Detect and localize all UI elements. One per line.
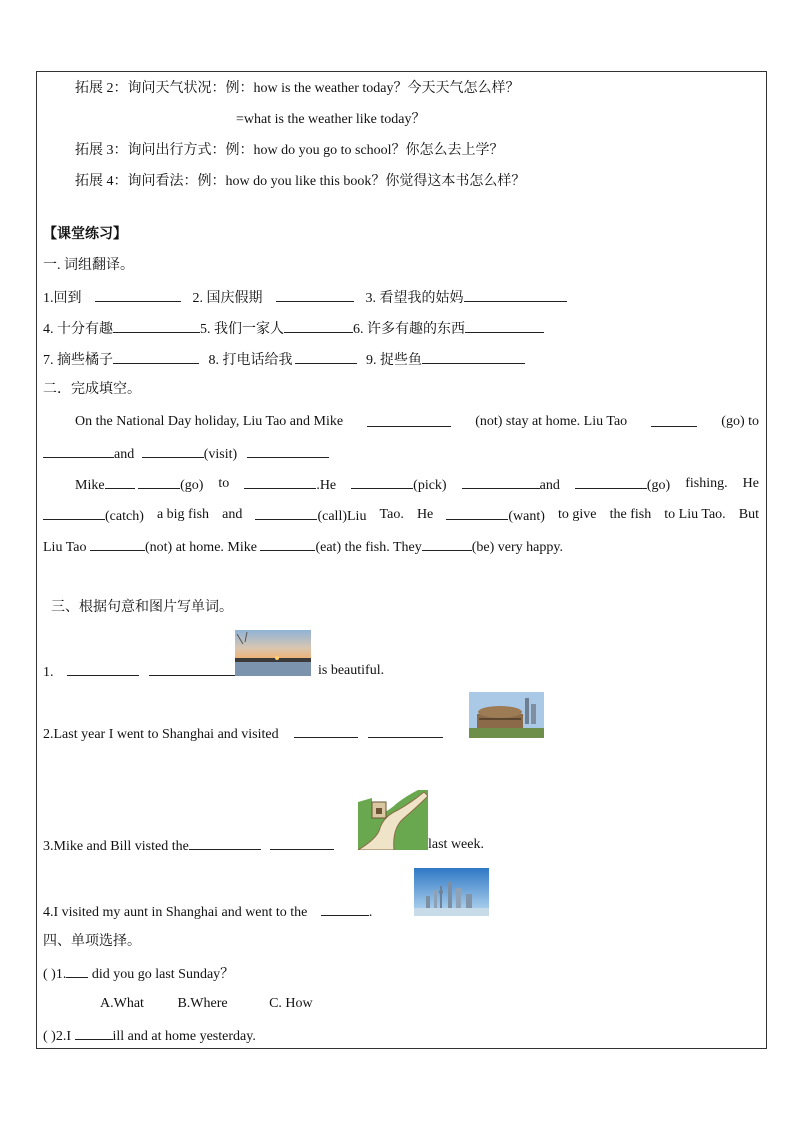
s4-q2-blank[interactable]: [75, 1025, 113, 1040]
s2-text: (want): [508, 509, 545, 524]
s2-blank[interactable]: [43, 443, 114, 458]
s3-q1: [43, 661, 240, 683]
s2-line-3: [75, 474, 759, 496]
s2-blank[interactable]: [105, 474, 135, 489]
s1-blank-9[interactable]: [422, 349, 525, 364]
s2-text: (not) at home. Mike: [144, 540, 257, 555]
s3-q1-blank-2[interactable]: [149, 661, 237, 676]
s2-group: [43, 505, 144, 527]
section4-title: 四、单项选择。: [43, 934, 141, 949]
s2-text: (go): [180, 478, 204, 493]
s2-text: (catch): [105, 509, 144, 524]
s4-q1-blank[interactable]: [66, 963, 88, 978]
s2-group: [351, 474, 446, 496]
s1-item-1: 1.回到: [43, 291, 82, 306]
s1-item-6: 6. 许多有趣的东西: [353, 322, 465, 337]
s2-group: [75, 474, 203, 496]
s2-text: He: [416, 507, 434, 522]
s2-text: (pick): [413, 478, 447, 493]
s1-item-2: 2. 国庆假期: [192, 291, 263, 306]
s2-text: Tao.: [379, 507, 404, 522]
s2-text: and: [222, 507, 243, 522]
s3-q2: [43, 723, 443, 745]
s1-item-4: 4. 十分有趣: [43, 322, 113, 337]
s1-blank-1[interactable]: [95, 287, 181, 302]
s2-text: (eat) the fish. They: [315, 540, 422, 555]
s2-text: (not) stay at home. Liu Tao: [475, 414, 628, 429]
s2-text: But: [738, 507, 759, 522]
s2-text: (go): [646, 478, 671, 493]
s2-group: [462, 474, 560, 496]
extension-3: 拓展 3：询问出行方式：例：how do you go to school？你怎么去上学？: [75, 143, 504, 158]
s1-row-2: [43, 318, 544, 340]
s3-q3-blank-2[interactable]: [270, 835, 334, 850]
great-wall-icon: [358, 788, 428, 850]
s1-row-3: [43, 349, 525, 371]
extension-4: 拓展 4：询问看法：例：how do you like this book？你觉得这本书怎么样？: [75, 174, 526, 189]
s2-blank[interactable]: [142, 443, 204, 458]
lake-sunset-icon: [235, 630, 311, 676]
s2-blank[interactable]: [244, 474, 316, 489]
s3-q2-text: 2.Last year I went to Shanghai and visited: [43, 727, 279, 742]
s2-text: to Liu Tao.: [664, 507, 726, 522]
s3-q1-tail: is beautiful.: [318, 663, 385, 678]
s3-q1-blank-1[interactable]: [67, 661, 139, 676]
s4-q1: [43, 963, 234, 985]
s3-q4-text: 4.I visited my aunt in Shanghai and went to the: [43, 905, 308, 920]
s2-text: .He: [316, 478, 337, 493]
s3-q2-blank-1[interactable]: [294, 723, 358, 738]
s2-group: [446, 505, 545, 527]
s2-text: to give: [558, 507, 597, 522]
s2-text: (visit): [203, 447, 238, 462]
s4-q1-option-b[interactable]: B.Where: [177, 996, 228, 1011]
s2-blank[interactable]: [367, 412, 451, 427]
s1-item-7: 7. 摘些橘子: [43, 353, 113, 368]
s1-blank-3[interactable]: [464, 287, 567, 302]
extension-2: 拓展 2：询问天气状况：例：how is the weather today？今天天气怎么样？: [75, 81, 520, 96]
s2-group: [575, 474, 670, 496]
s3-q4: 4.I visited my aunt in Shanghai and went to the .: [43, 901, 372, 923]
s3-q3-blank-1[interactable]: [189, 835, 261, 850]
s4-q2: [43, 1025, 256, 1047]
s4-q1-option-a[interactable]: A.What: [100, 996, 144, 1011]
s1-item-3: 3. 看望我的姑妈: [365, 291, 464, 306]
s2-group: [255, 505, 366, 527]
s2-line-1: [75, 412, 759, 432]
s3-q3-tail: last week.: [428, 837, 484, 852]
s4-q1-option-c[interactable]: C. How: [269, 996, 313, 1011]
s2-blank[interactable]: [260, 536, 315, 551]
s2-text: On the National Day holiday, Liu Tao and Mike: [75, 414, 344, 429]
s2-text: He: [742, 476, 759, 491]
s2-blank[interactable]: [351, 474, 413, 489]
s3-q2-blank-2[interactable]: [368, 723, 443, 738]
s2-text: a big fish: [156, 507, 210, 522]
city-skyline-icon: [414, 868, 489, 916]
s2-blank[interactable]: [90, 536, 145, 551]
s1-blank-4[interactable]: [113, 318, 200, 333]
section3-title: 三、根据句意和图片写单词。: [51, 600, 233, 615]
s2-text: (call)Liu: [317, 509, 367, 524]
s2-blank[interactable]: [462, 474, 540, 489]
s1-blank-7[interactable]: [113, 349, 199, 364]
s2-group: [244, 474, 336, 496]
s1-blank-2[interactable]: [276, 287, 354, 302]
practice-title: 【课堂练习】: [43, 227, 127, 242]
s2-blank[interactable]: [446, 505, 508, 520]
s2-blank[interactable]: [43, 505, 105, 520]
s2-text: (go) to: [721, 414, 759, 429]
s2-blank[interactable]: [247, 443, 329, 458]
s1-blank-6[interactable]: [465, 318, 544, 333]
s2-text: (be) very happy.: [471, 540, 563, 555]
s2-blank[interactable]: [138, 474, 180, 489]
s1-row-1: [43, 287, 567, 309]
s4-q2-num: ( )2.I: [43, 1029, 71, 1044]
s1-item-5: 5. 我们一家人: [200, 322, 284, 337]
s2-text: and: [539, 478, 560, 493]
s2-blank[interactable]: [255, 505, 317, 520]
extension-2-alt: =what is the weather like today？: [236, 112, 426, 127]
s2-text: fishing.: [685, 476, 728, 491]
s1-item-8: 8. 打电话给我: [208, 353, 293, 368]
shanghai-museum-icon: [469, 692, 544, 738]
s4-q1-options: [100, 994, 313, 1014]
s3-q4-blank[interactable]: [321, 901, 369, 916]
s3-q3: [43, 835, 334, 857]
s2-line-4: [43, 505, 759, 527]
s4-q1-text: did you go last Sunday？: [91, 967, 235, 982]
section2-title: 二．完成填空。: [43, 382, 141, 397]
s2-line-5: [43, 536, 563, 558]
s2-blank[interactable]: [422, 536, 472, 551]
s3-q3-text: 3.Mike and Bill visted the: [43, 839, 189, 854]
s2-text: Mike: [75, 478, 105, 493]
s1-blank-8[interactable]: [295, 349, 357, 364]
s1-item-9: 9. 捉些鱼: [366, 353, 422, 368]
s3-q1-num: 1.: [43, 665, 54, 680]
section1-title: 一. 词组翻译。: [43, 258, 134, 273]
s2-blank[interactable]: [651, 412, 697, 427]
s4-q1-num: ( )1.: [43, 967, 67, 982]
s2-text: Liu Tao: [43, 540, 87, 555]
s4-q2-text: ill and at home yesterday.: [112, 1029, 256, 1044]
s2-text: the fish: [609, 507, 652, 522]
s2-text: to: [218, 476, 230, 491]
s2-blank[interactable]: [575, 474, 647, 489]
s1-blank-5[interactable]: [284, 318, 353, 333]
s2-line-2: [43, 443, 329, 465]
s2-text: and: [114, 447, 135, 462]
